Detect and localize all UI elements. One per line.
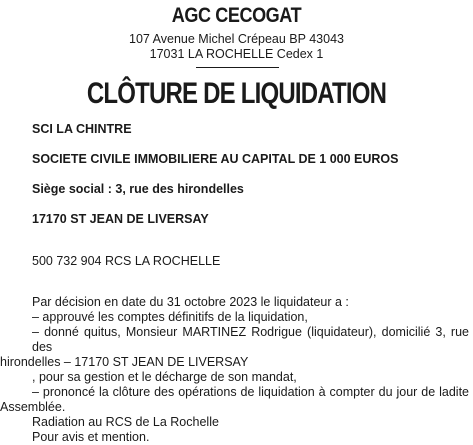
entity-city: 17170 ST JEAN DE LIVERSAY	[32, 212, 209, 226]
body-intro: Par décision en date du 31 octobre 2023 le liquidateur a :	[32, 295, 349, 309]
entity-rcs-number: 500 732 904 RCS LA ROCHELLE	[32, 254, 221, 268]
notice-body	[0, 295, 469, 445]
entity-type: SOCIETE CIVILE IMMOBILIERE AU CAPITAL DE 1 000 EUROS	[32, 152, 399, 166]
company-address-line-2: 17031 LA ROCHELLE Cedex 1	[149, 47, 324, 61]
body-closing: Pour avis et mention.	[32, 430, 150, 444]
body-radiation: Radiation au RCS de La Rochelle	[32, 415, 219, 429]
body-item-closure-line1: – prononcé la clôture des opérations de liquidation à compter du jour de ladite	[32, 385, 469, 399]
company-name: AGC CECOGAT	[171, 4, 302, 27]
body-item-quitus-line2: hirondelles – 17170 ST JEAN DE LIVERSAY	[0, 355, 249, 369]
header-divider	[196, 67, 279, 68]
company-address-line-1: 107 Avenue Michel Crépeau BP 43043	[129, 32, 344, 46]
entity-name: SCI LA CHINTRE	[32, 122, 132, 136]
body-item-quitus-line3: , pour sa gestion et le décharge de son mandat,	[32, 370, 297, 384]
body-item-closure-line2: Assemblée.	[0, 400, 66, 414]
body-item-approve: – approuvé les comptes définitifs de la liquidation,	[32, 310, 308, 324]
body-item-quitus-line1: – donné quitus, Monsieur MARTINEZ Rodrigue (liquidateur), domicilié 3, rue des	[32, 325, 469, 354]
notice-title: CLÔTURE DE LIQUIDATION	[86, 77, 387, 110]
entity-registered-office: Siège social : 3, rue des hirondelles	[32, 182, 244, 196]
